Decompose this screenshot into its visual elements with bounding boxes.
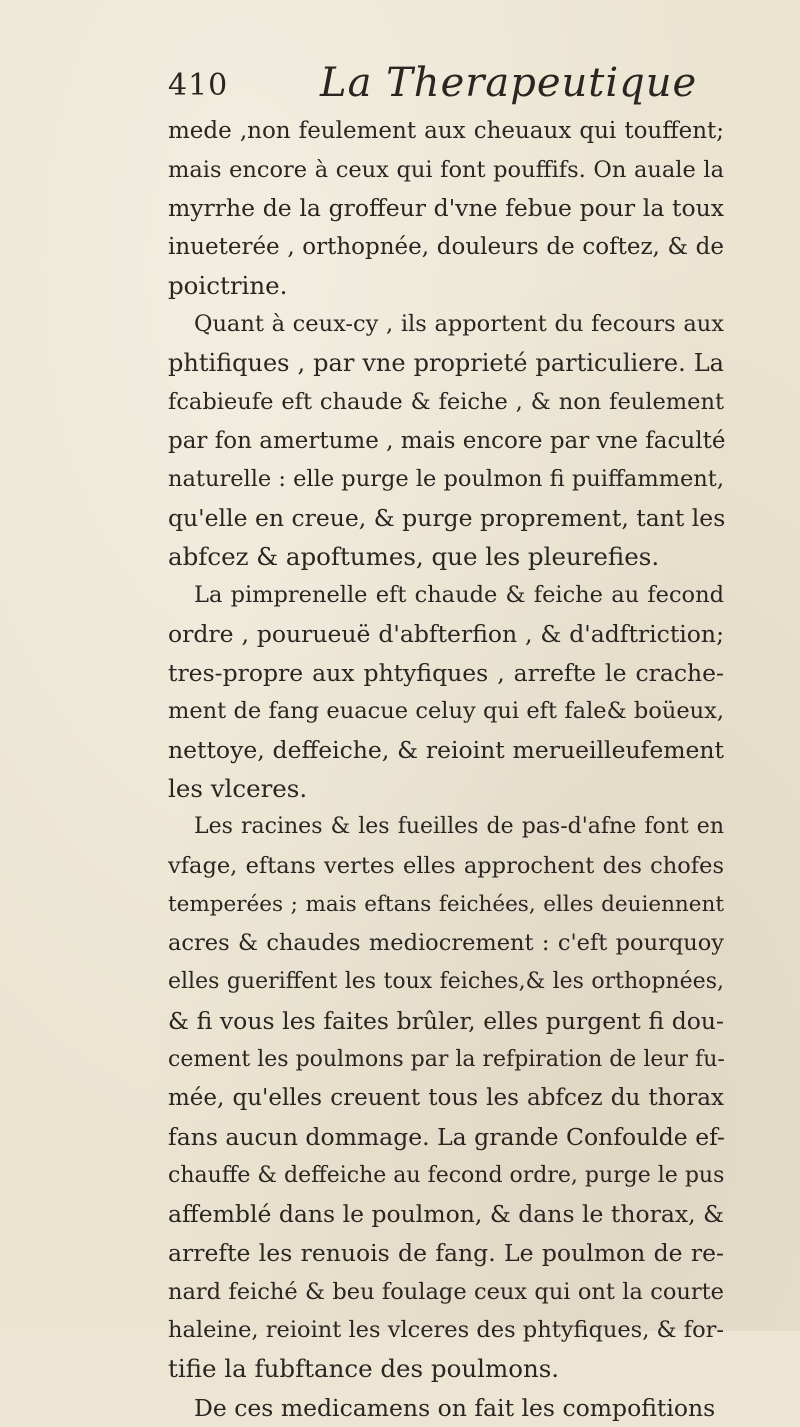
text-line: acres & chaudes mediocrement : c'eft pourquoy [168,930,724,957]
text-line: naturelle : elle purge le poulmon fi puiffamment, [168,466,724,493]
text-line: mede ,non feulement aux cheuaux qui touffent; [168,118,724,144]
text-line: & fi vous les faites brûler, elles purgent fi dou- [168,1006,724,1035]
text-line: nettoye, deffeiche, & reioint merueilleufement [168,736,724,764]
text-line: inueterée , orthopnée, douleurs de coftez, & de [168,234,724,261]
body-text [168,112,724,1427]
text-line: haleine, reioint les vlceres des phtyfiques, & for- [168,1317,724,1344]
text-line: chauffe & deffeiche au fecond ordre, purge le pus [168,1162,725,1188]
text-line: les vlceres. [168,773,308,803]
text-line: qu'elle en creue, & purge proprement, tant les [168,503,726,532]
text-line: La pimprenelle eft chaude & feiche au fecond [194,582,724,609]
page-header [168,60,708,110]
text-line: nard feiché & beu foulage ceux qui ont la courte [168,1278,724,1305]
text-line: mais encore à ceux qui font pouffifs. On auale la [168,156,724,183]
text-line: Quant à ceux-cy , ils apportent du fecours aux [194,311,724,338]
text-line: abfcez & apoftumes, que les pleurefies. [168,541,660,571]
text-line: tres-propre aux phtyfiques , arrefte le crache- [168,658,724,687]
text-line: poictrine. [168,270,288,300]
page-number: 410 [168,68,229,103]
running-title: La Therapeutique [320,60,698,106]
text-line: tifie la fubftance des poulmons. [168,1354,560,1383]
text-line: vfage, eftans vertes elles approchent des chofes [168,853,724,880]
text-line: arrefte les renuois de fang. Le poulmon de re- [168,1238,724,1267]
text-line: fans aucun dommage. La grande Confoulde ef- [168,1122,725,1151]
text-line: fcabieufe eft chaude & feiche , & non feulement [168,388,724,415]
text-line: affemblé dans le poulmon, & dans le thorax, & [168,1200,724,1229]
text-line: elles gueriffent les toux feiches,& les orthopnées, [168,969,724,995]
text-line: De ces medicamens on fait les compofitions [194,1393,716,1422]
text-line: cement les poulmons par la refpiration de leur fu- [168,1046,725,1072]
text-line: mée, qu'elles creuent tous les abfcez du thorax [168,1085,724,1112]
text-line: myrrhe de la groffeur d'vne febue pour la toux [168,194,724,223]
text-line: Les racines & les fueilles de pas-d'afne font en [194,814,724,840]
text-line: ment de fang euacue celuy qui eft fale& boüeux, [168,698,724,725]
text-line: ordre , pourueuë d'abfterfion , & d'adftriction; [168,619,724,648]
text-line: temperées ; mais eftans feichées, elles deuiennent [168,891,724,917]
text-line: phtifiques , par vne proprieté particuliere. La [168,349,724,378]
text-line: par fon amertume , mais encore par vne faculté [168,427,726,454]
